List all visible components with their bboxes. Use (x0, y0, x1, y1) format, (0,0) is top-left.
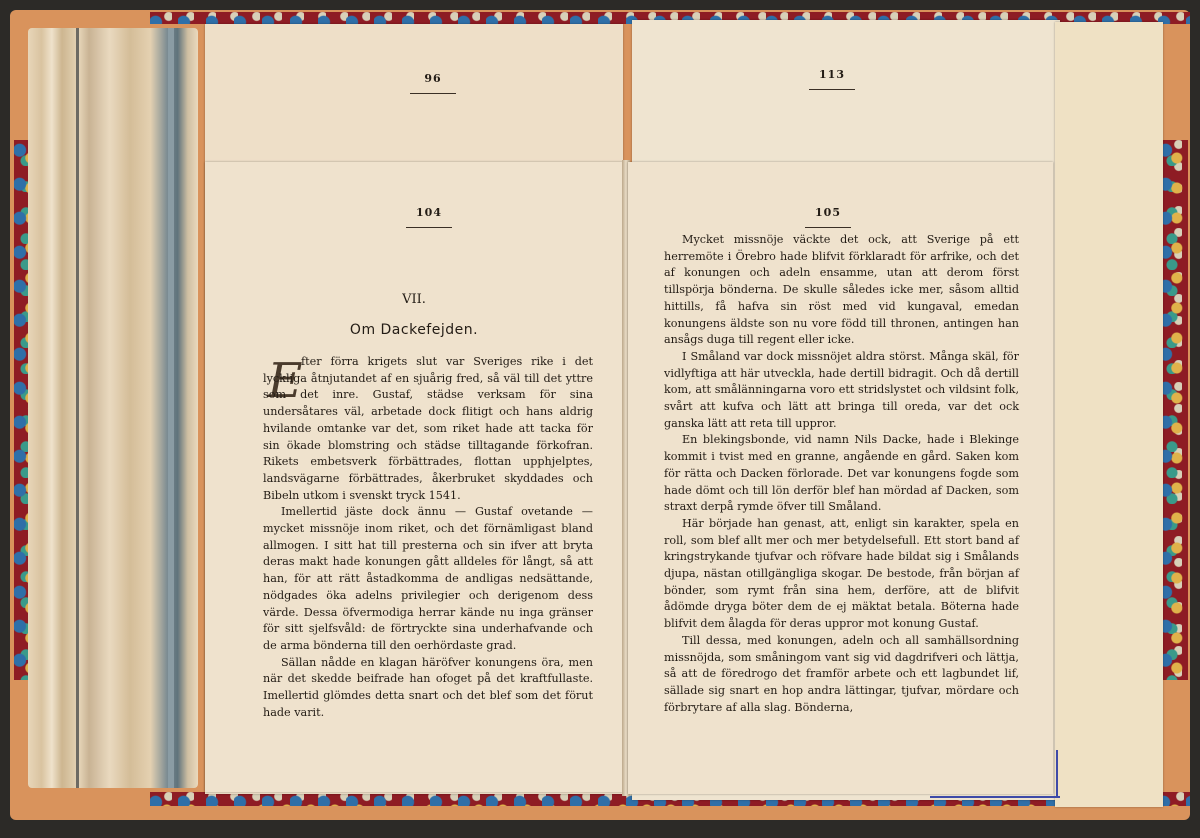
marbled-endpaper-right (1160, 140, 1188, 680)
body-text (263, 354, 593, 721)
page-right (628, 162, 1053, 794)
page-left (205, 162, 623, 792)
page-edge-line (76, 28, 79, 788)
page-edge-line (168, 28, 174, 788)
blue-ink-mark (930, 796, 1060, 798)
page-number: 113 (802, 68, 862, 90)
paragraph: Imellertid jäste dock ännu — Gustaf ovetande — mycket missnöje inom riket, och det förnämligast bland allmogen. I sitt hat till presterna och sin ifver att bryta deras makt hade konungen gått alldeles för långt, så att han, för att rätt åstadkomma de andligas nedsättande, nödgades öka adelns privilegier och derigenom dess värde. Dessa öfvermodiga herrar kände nu inga gränser för sitt sjelfsvåld: de förtryckte sina underhafvande och de arma bönderna till den oerhördaste grad. (263, 505, 593, 652)
page-stack-edge (28, 28, 198, 788)
paragraph: Mycket missnöje väckte det ock, att Sverige på ett herremöte i Örebro hade blifvit förklaradt för arfrike, och det af konungen och adeln ensamme, utan att derom först tillspörja bönderna. De skulle således icke mer, såsom alltid hittills, få hafva sin röst med vid kungaval, emedan konungens äldste son nu vore född till thronen, antingen han ansågs duga till regent eller icke. (664, 233, 1019, 347)
chapter-number: VII. (402, 292, 426, 307)
page-number: 96 (403, 72, 463, 94)
drop-cap: E (267, 353, 303, 409)
paragraph: I Småland var dock missnöjet aldra störst. Många skäl, för vidlyftiga att här utveckla, hade dertill bidragit. Och då dertill kom, att smålänningarna voro ett stridslystet och vildsint folk, svårt att kufva och lätt att bringa till oreda, var det ock ganska lätt att reta till uppror. (664, 349, 1019, 430)
paragraph: fter förra krigets slut var Sveriges rike i det lyckliga åtnjutandet af en sjuårig fred, så väl till det yttre som det inre. Gustaf, städse verksam för sina undersåtares väl, arbetade dock flitigt och hans aldrig hvilande omtanke var det, som riket hade att tacka för sin ökade blomstring och städse tilltagande förkofran. Rikets embetsverk förbättrades, flottan upphjelptes, landsvägarne förbättrades, åkerbruket skyddades och Bibeln utkom i svenskt tryck 1541. (263, 355, 593, 502)
paragraph: Till dessa, med konungen, adeln och all samhällsordning missnöjda, som småningom vant sig vid dagdrifveri och lättja, så att de föredrogo det framför arbete och ett lagbundet lif, sällade sig snart en hop andra lättingar, tjufvar, mördare och förbrytare af alla slag. Bönderna, (664, 633, 1019, 714)
body-text (664, 232, 1019, 716)
chapter-title: Om Dackefejden. (349, 322, 479, 338)
page-number: 104 (399, 206, 459, 228)
blank-page-edge (1055, 22, 1163, 807)
paragraph: En blekingsbonde, vid namn Nils Dacke, hade i Blekinge kommit i tvist med en granne, angående en gård. Saken kom för rätta och Dacken förlorade. Det var konungens fogde som hade dömt och till lön derför blef han mördad af Dacken, som straxt derpå rymde öfver till Småland. (664, 433, 1019, 514)
paragraph: Här började han genast, att, enligt sin karakter, spela en roll, som blef allt mer och mer betydelsefull. Ett stort band af kringstrykande tjufvar och röfvare hade bildat sig i Smålands djupa, nästan otillgängliga skogar. De bestode, från början af bönder, som rymt från sina hem, derföre, att de blifvit ådömde dryga böter dem de ej mäktat betala. Böterna hade blifvit dem ålagda för deras uppror mot konung Gustaf. (664, 516, 1019, 631)
paragraph: Sällan nådde en klagan häröfver konungens öra, men när det skedde beifrade han ofoget på det kraftfullaste. Imellertid glömdes detta snart och det blef som det förut hade varit. (263, 655, 593, 719)
blue-ink-mark (1056, 750, 1058, 798)
page-number: 105 (798, 206, 858, 228)
